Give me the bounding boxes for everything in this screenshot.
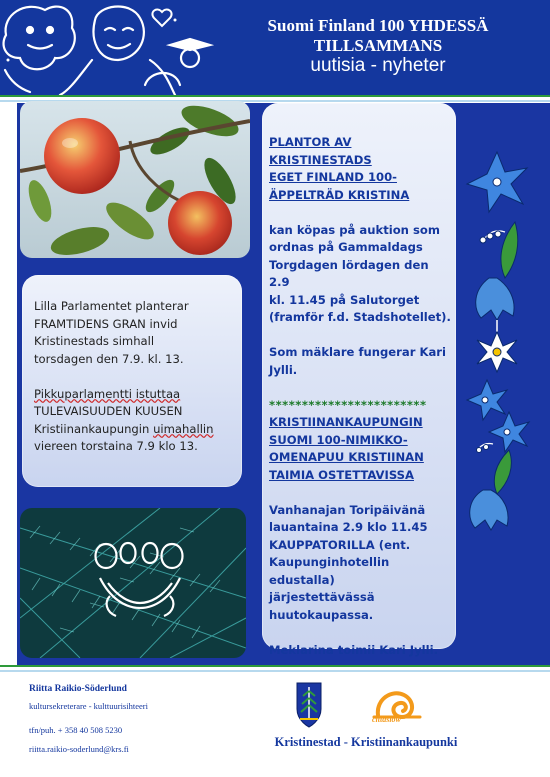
- right-separator: ************************: [269, 397, 427, 412]
- right-heading-sv: PLANTOR AV KRISTINESTADS: [269, 135, 372, 167]
- left-fi-line: viereen torstaina 7.9 klo 13.: [34, 439, 198, 453]
- left-fi-text: Kristiinankaupungin: [34, 421, 154, 436]
- right-body-fi: Vanhanajan Toripäivänä: [269, 502, 426, 517]
- contact-title: kultursekreterare - kulttuurisihteeri: [29, 701, 148, 711]
- right-body-fi: KAUPPATORILLA (ent.: [269, 537, 411, 552]
- right-body-sv: kl. 11.45 på Salutorget: [269, 292, 420, 307]
- right-body-sv: Torgdagen lördagen den 2.9: [269, 257, 429, 289]
- city-name: Kristinestad - Kristiinankaupunki: [274, 735, 458, 749]
- right-heading-fi: OMENAPUU KRISTIINAN: [269, 450, 424, 464]
- right-info-text: [269, 134, 451, 659]
- city-crest-icon: [294, 679, 324, 729]
- right-heading-sv: EGET FINLAND 100-: [269, 170, 397, 184]
- right-body-fi: Kaupunginhotellin edustalla): [269, 555, 390, 587]
- footer-stripe-lightblue: [0, 670, 550, 672]
- right-heading-fi: KRISTIINANKAUPUNGIN: [269, 415, 423, 429]
- right-broker-fi: Meklarina toimii Kari Jylli.: [269, 642, 438, 657]
- contact-phone: tfn/puh. + 358 40 508 5230: [29, 725, 123, 735]
- right-heading-fi: SUOMI 100-NIMIKKO-: [269, 432, 408, 447]
- left-fi-text: uimahallin: [153, 421, 214, 436]
- left-sv-line: FRAMTIDENS GRAN invid: [34, 316, 178, 331]
- header-title: Suomi Finland 100 YHDESSÄ TILLSAMMANS: [267, 16, 489, 55]
- right-heading-fi: TAIMIA OSTETTAVISSA: [269, 467, 414, 482]
- contact-email[interactable]: riitta.raikio-soderlund@krs.fi: [29, 744, 129, 754]
- right-body-sv: (framför f.d. Stadshotellet).: [269, 310, 451, 324]
- right-body-fi: lauantaina 2.9 klo 11.45: [269, 520, 428, 534]
- right-body-fi: järjestettävässä: [269, 590, 375, 604]
- left-fi-line: TULEVAISUUDEN KUUSEN: [34, 404, 183, 418]
- left-sv-line: Kristinestads simhall: [34, 334, 155, 348]
- right-broker-sv: Som mäklare fungerar Kari: [269, 345, 446, 359]
- header-faces-illustration: [0, 0, 215, 95]
- contact-name: Riitta Raikio-Söderlund: [29, 684, 127, 694]
- right-body-fi: huutokaupassa.: [269, 607, 374, 622]
- right-body-sv: kan köpas på auktion som: [269, 222, 440, 237]
- flower-illustrations: [457, 150, 537, 535]
- header: [0, 0, 550, 95]
- right-body-sv: ordnas på Gammaldags: [269, 240, 423, 254]
- right-heading-sv: ÄPPELTRÄD KRISTINA: [269, 187, 410, 202]
- footer: [0, 675, 550, 777]
- left-info-text: [34, 298, 239, 456]
- spruce-photo: [20, 508, 246, 658]
- left-sv-line: torsdagen den 7.9. kl. 13.: [34, 351, 184, 366]
- header-subtitle: uutisia - nyheter: [310, 55, 446, 76]
- left-fi-line: Pikkuparlamentti istuttaa: [34, 386, 181, 401]
- right-broker-sv: Jylli.: [269, 362, 298, 377]
- cittaslow-label: cittaslow: [372, 715, 401, 724]
- left-sv-line: Lilla Parlamentet planterar: [34, 299, 189, 313]
- left-fi-line: [34, 421, 239, 439]
- apple-tree-photo: [20, 101, 250, 258]
